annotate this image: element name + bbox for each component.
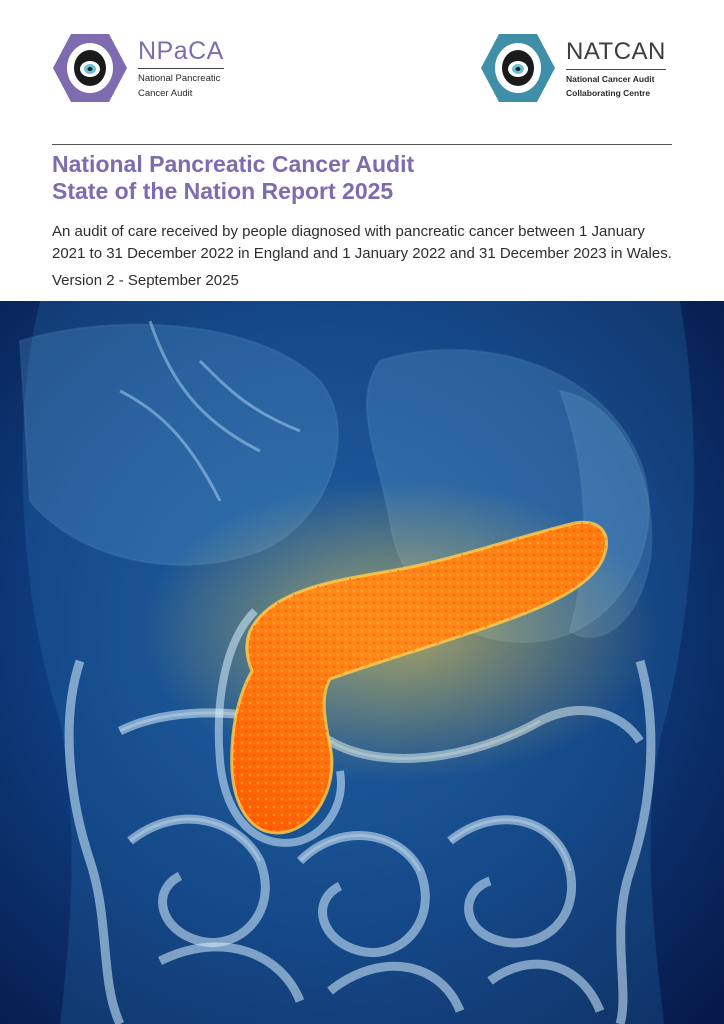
report-version: Version 2 - September 2025 (52, 272, 239, 289)
natcan-logo (480, 32, 666, 104)
natcan-hexagon-eye-icon (480, 32, 556, 104)
natcan-logo-subtitle-1: National Cancer Audit (566, 73, 655, 84)
npaca-logo-subtitle-1: National Pancreatic (138, 72, 221, 84)
report-title (52, 151, 672, 205)
npaca-logo-title: NPaCA (138, 38, 224, 69)
report-title-line-1: National Pancreatic Cancer Audit (52, 151, 415, 177)
npaca-logo (52, 32, 224, 104)
report-description: An audit of care received by people diagnosed with pancreatic cancer between 1 January 2021 to 31 December 2022 in England and 1 January 2022 and 31 December 2023 in Wales. (52, 223, 672, 262)
npaca-hexagon-eye-icon (52, 32, 128, 104)
natcan-logo-subtitle-2: Collaborating Centre (566, 87, 651, 98)
report-title-line-2: State of the Nation Report 2025 (52, 178, 394, 204)
npaca-logo-subtitle-2: Cancer Audit (138, 87, 193, 99)
header-divider (52, 144, 672, 145)
pancreas-anatomy-illustration (0, 301, 724, 1024)
natcan-logo-title: NATCAN (566, 39, 666, 70)
cover-illustration (0, 301, 724, 1024)
